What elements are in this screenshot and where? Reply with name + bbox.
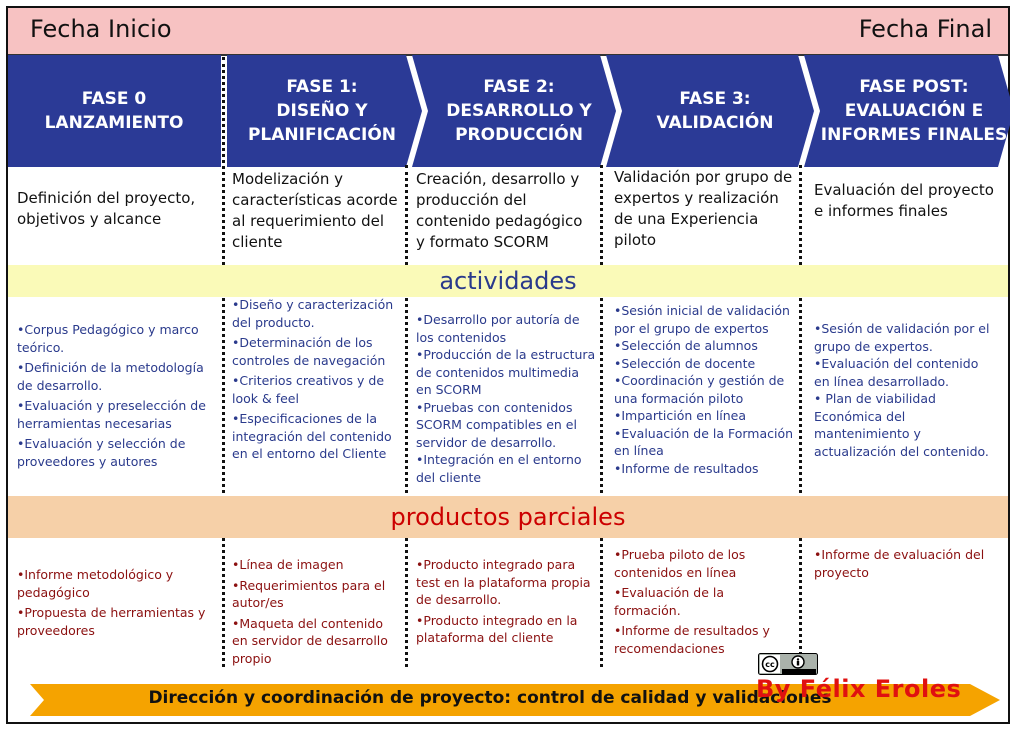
list-item: •Informe metodológico y pedagógico — [17, 567, 174, 600]
list-item: •Selección de docente — [614, 355, 756, 371]
list-item: •Desarrollo por autoría de los contenidos — [416, 312, 580, 345]
list-item: •Pruebas con contenidos SCORM compatibles en el servidor de desarrollo. — [416, 399, 577, 450]
list-item: •Selección de alumnos — [614, 338, 758, 353]
phase-3-products — [614, 546, 794, 657]
timeline-header — [8, 8, 1008, 56]
list-item: •Propuesta de herramientas y proveedores — [17, 605, 206, 638]
column-separator — [799, 165, 802, 667]
list-item: •Producción de la estructura de contenidos multimedia en SCORM — [416, 347, 596, 397]
list-item: •Línea de imagen — [232, 557, 344, 572]
start-date-label: Fecha Inicio — [30, 15, 172, 43]
phase-0-activities — [17, 321, 217, 470]
phase-2-title: FASE 2: DESARROLLO Y PRODUCCIÓN — [446, 77, 592, 145]
list-item: •Criterios creativos y de look & feel — [232, 373, 385, 406]
list-item: •Definición de la metodología de desarrollo. — [17, 360, 204, 393]
phase-2-activities — [416, 311, 596, 486]
phase-0-title: FASE 0 LANZAMIENTO — [44, 89, 184, 133]
list-item: •Requerimientos para el autor/es — [232, 577, 386, 610]
phase-post-products — [814, 546, 994, 581]
list-item: •Sesión inicial de validación por el grupo de expertos — [614, 303, 790, 336]
list-item: •Evaluación y selección de proveedores y autores — [17, 436, 186, 469]
phase-post-activities — [814, 320, 994, 460]
creative-commons-icon — [758, 653, 818, 675]
phase-1-activities — [232, 296, 402, 463]
list-item: •Prueba piloto de los contenidos en línea — [614, 547, 746, 580]
list-item: •Evaluación de la Formación en línea — [614, 425, 794, 458]
activities-band: actividades — [8, 265, 1008, 297]
list-item: •Diseño y caracterización del producto. — [232, 297, 394, 330]
author-credit: By Félix Eroles — [756, 675, 962, 703]
column-separator — [405, 165, 408, 667]
phase-post-description: Evaluación del proyecto e informes finales — [814, 181, 994, 220]
list-item: •Impartición en línea — [614, 408, 747, 423]
phase-3-description: Validación por grupo de expertos y realización de una Experiencia piloto — [614, 168, 793, 249]
list-item: •Producto integrado en la plataforma del cliente — [416, 612, 578, 645]
list-item: •Maqueta del contenido en servidor de desarrollo propio — [232, 615, 388, 666]
phase-0-products — [17, 566, 217, 639]
list-item: •Integración en el entorno del cliente — [416, 452, 582, 485]
list-item: •Producto integrado para test en la plataforma propia de desarrollo. — [416, 557, 591, 607]
phase-0-description: Definición del proyecto, objetivos y alcance — [17, 189, 196, 228]
list-item: •Informe de evaluación del proyecto — [814, 547, 985, 580]
list-item: •Evaluación de la formación. — [614, 585, 725, 618]
list-item: •Evaluación del contenido en línea desarrollado. — [814, 356, 979, 389]
list-item: •Sesión de validación por el grupo de expertos. — [814, 321, 990, 354]
list-item: •Coordinación y gestión de una formación piloto — [614, 373, 785, 406]
phase-post-title: FASE POST: EVALUACIÓN E INFORMES FINALES — [820, 77, 1008, 145]
column-separator — [222, 57, 225, 667]
list-item: •Informe de resultados — [614, 460, 759, 476]
list-item: •Corpus Pedagógico y marco teórico. — [17, 322, 199, 355]
phase-2-products — [416, 556, 596, 647]
list-item: •Especificaciones de la integración del contenido en el entorno del Cliente — [232, 411, 392, 461]
products-band: productos parciales — [8, 496, 1008, 538]
coordination-banner-text: Dirección y coordinación de proyecto: control de calidad y validaciones — [148, 688, 832, 708]
list-item: •Evaluación y preselección de herramientas necesarias — [17, 398, 206, 431]
list-item: •Informe de resultados y recomendaciones — [614, 623, 770, 656]
phase-1-title: FASE 1: DISEÑO Y PLANIFICACIÓN — [247, 77, 397, 145]
column-separator — [600, 165, 603, 667]
phase-1-products — [232, 556, 402, 667]
svg-text:cc: cc — [765, 660, 775, 669]
list-item: • Plan de viabilidad Económica del mantenimiento y actualización del contenido. — [814, 391, 989, 459]
phase-1-description: Modelización y características acorde al requerimiento del cliente — [232, 170, 398, 251]
phase-2-description: Creación, desarrollo y producción del contenido pedagógico y formato SCORM — [416, 170, 583, 251]
list-item: •Determinación de los controles de navegación — [232, 335, 386, 368]
end-date-label: Fecha Final — [858, 15, 992, 43]
phase-3-activities — [614, 302, 794, 477]
phase-3-title: FASE 3: VALIDACIÓN — [656, 89, 774, 133]
